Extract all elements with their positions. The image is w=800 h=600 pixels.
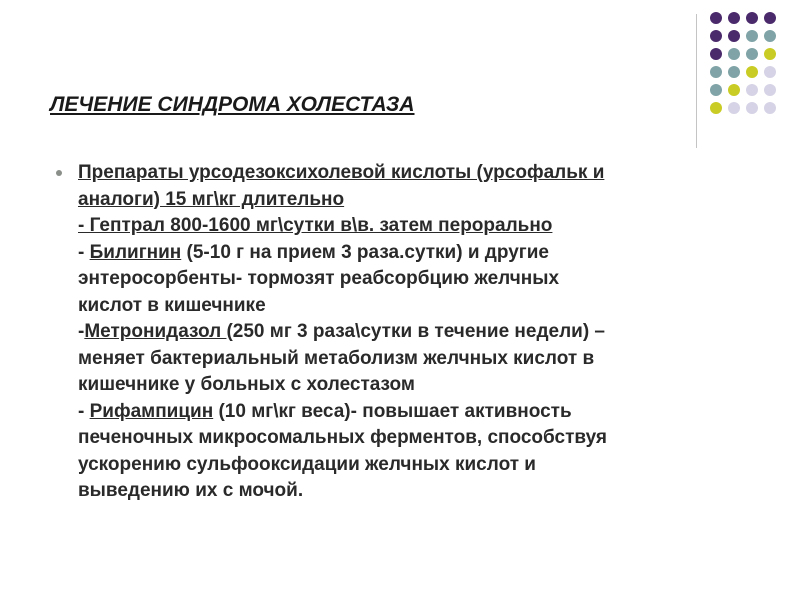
decorative-dot: [710, 102, 722, 114]
body-line: энтеросорбенты- тормозят реабсорбцию желчных: [78, 268, 560, 289]
drug-name: Рифампицин: [89, 400, 214, 422]
line-rest: (250 мг 3 раза\сутки в течение недели) –: [226, 321, 606, 342]
decorative-dot: [710, 84, 722, 96]
decorative-dot: [764, 48, 776, 60]
body-line: аналоги) 15 мг\кг длительно: [78, 188, 345, 210]
bullet-icon: [56, 170, 62, 176]
slide-title: ЛЕЧЕНИЕ СИНДРОМА ХОЛЕСТАЗА: [50, 93, 415, 116]
decorative-dot: [764, 66, 776, 78]
body-line: [78, 319, 758, 346]
body-line: кишечнике у больных с холестазом: [78, 374, 415, 395]
decorative-dot: [746, 12, 758, 24]
slide-body: [78, 160, 758, 505]
decorative-dot: [746, 66, 758, 78]
body-line: [78, 240, 758, 267]
line-prefix: -: [78, 400, 90, 422]
line-rest: (5-10 г на прием 3 раза.сутки) и другие: [181, 241, 549, 263]
drug-name: Метронидазол: [84, 321, 227, 342]
decorative-dot: [746, 84, 758, 96]
decorative-dot: [710, 48, 722, 60]
body-line: кислот в кишечнике: [78, 294, 266, 316]
body-line: - Гептрал 800-1600 мг\сутки в\в. затем перорально: [78, 215, 553, 236]
line-prefix: -: [78, 241, 90, 263]
decorative-dot: [764, 84, 776, 96]
body-line: ускорению сульфооксидации желчных кислот и: [78, 453, 536, 475]
decorative-dot: [728, 30, 740, 42]
decorative-dot: [728, 48, 740, 60]
line-rest: (10 мг\кг веса)- повышает активность: [213, 400, 572, 422]
decorative-dot: [746, 48, 758, 60]
decorative-dot: [764, 30, 776, 42]
decorative-dot: [764, 12, 776, 24]
line-prefix: -: [78, 321, 85, 342]
decorative-dot: [710, 66, 722, 78]
decorative-dot: [746, 102, 758, 114]
decorative-dot: [764, 102, 776, 114]
decorative-dot: [728, 84, 740, 96]
body-line: меняет бактериальный метаболизм желчных кислот в: [78, 347, 595, 369]
decorative-dot: [728, 66, 740, 78]
decorative-divider: [696, 14, 697, 148]
body-line: Препараты урсодезоксихолевой кислоты (урсофальк и: [78, 162, 605, 183]
body-line: [78, 399, 758, 426]
decorative-dot: [710, 12, 722, 24]
body-line: печеночных микросомальных ферментов, способствуя: [78, 427, 607, 448]
decorative-dot: [728, 12, 740, 24]
drug-name: Билигнин: [89, 241, 182, 263]
decorative-dot: [710, 30, 722, 42]
decorative-dot: [746, 30, 758, 42]
body-line: выведению их с мочой.: [78, 480, 304, 501]
decorative-dot: [728, 102, 740, 114]
